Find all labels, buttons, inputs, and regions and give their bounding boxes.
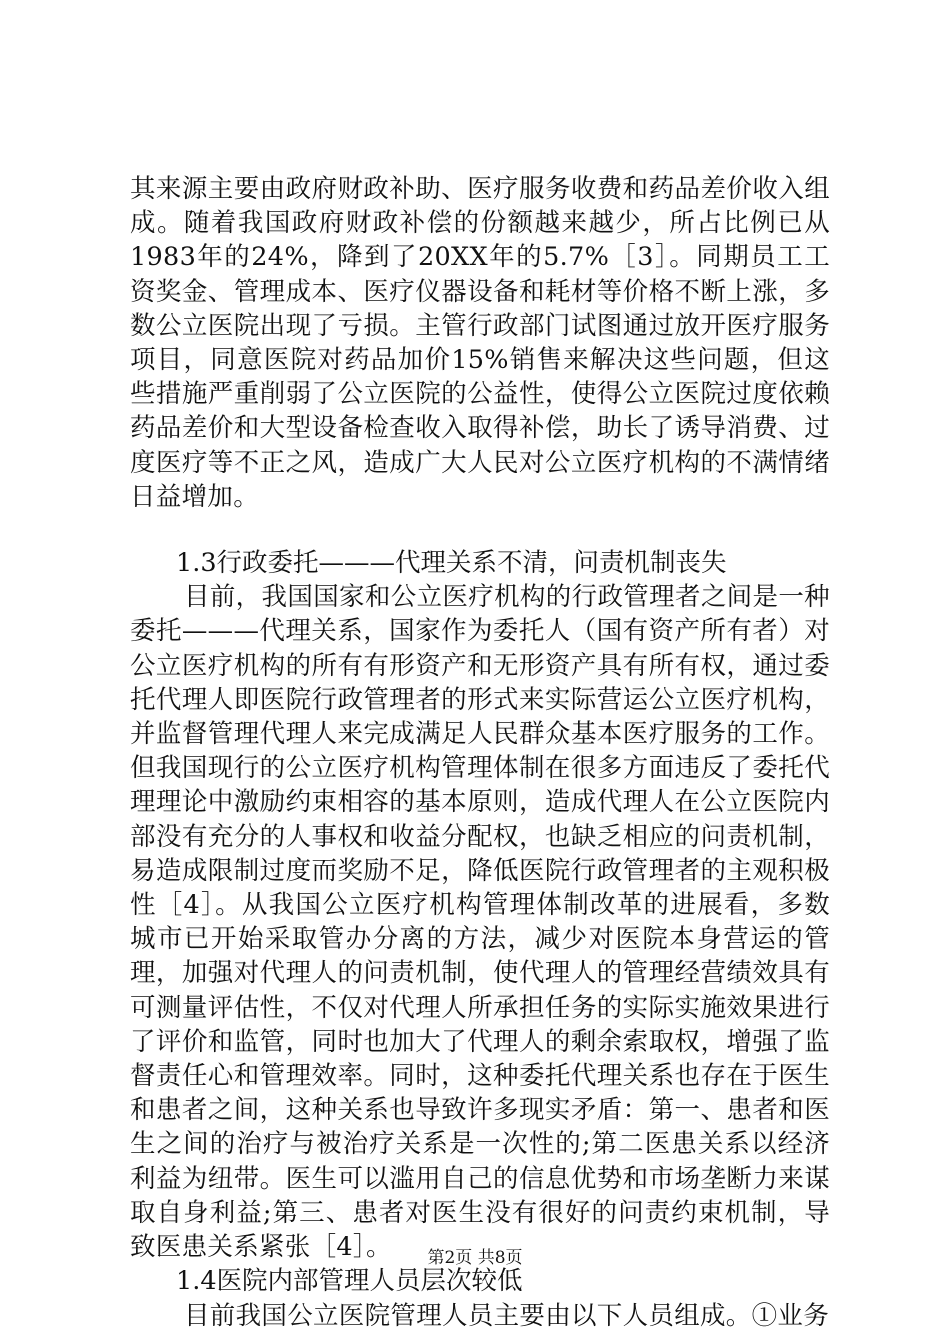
document-body: [130, 172, 830, 1333]
section-heading-1-3: 1.3行政委托———代理关系不清，问责机制丧失: [176, 548, 727, 579]
page-footer: 第2页 共8页: [427, 1248, 523, 1268]
paragraph-funding-sources: 其来源主要由政府财政补助、医疗服务收费和药品差价收入组成。随着我国政府财政补偿的份额越来越少，所占比例已从1983年的24%，降到了20XX年的5.7%［3］。同期员工工资奖金、管理成本、医疗仪器设备和耗材等价格不断上涨，多数公立医院出现了亏损。主管行政部门试图通过放开医疗服务项目，同意医院对药品加价15%销售来解决这些问题，但这些措施严重削弱了公立医院的公益性，使得公立医院过度依赖药品差价和大型设备检查收入取得补偿，助长了诱导消费、过度医疗等不正之风，造成广大人民对公立医疗机构的不满情绪日益增加。: [130, 174, 830, 512]
section-heading-1-4: 1.4医院内部管理人员层次较低: [176, 1266, 523, 1297]
paragraph-principal-agent: 目前，我国国家和公立医疗机构的行政管理者之间是一种委托———代理关系，国家作为委托人（国有资产所有者）对公立医疗机构的所有有形资产和无形资产具有所有权，通过委托代理人即医院行政管理者的形式来实际营运公立医疗机构，并监督管理代理人来完成满足人民群众基本医疗服务的工作。但我国现行的公立医疗机构管理体制在很多方面违反了委托代理理论中激励约束相容的基本原则，造成代理人在公立医院内部没有充分的人事权和收益分配权，也缺乏相应的问责机制，易造成限制过度而奖励不足，降低医院行政管理者的主观积极性［4］。从我国公立医疗机构管理体制改革的进展看，多数城市已开始采取管办分离的方法，减少对医院本身营运的管理，加强对代理人的问责机制，使代理人的管理经营绩效具有可测量评估性，不仅对代理人所承担任务的实际实施效果进行了评价和监管，同时也加大了代理人的剩余索取权，增强了监督责任心和管理效率。同时，这种委托代理关系也存在于医生和患者之间，这种关系也导致许多现实矛盾：第一、患者和医生之间的治疗与被治疗关系是一次性的;第二医患关系以经济利益为纽带。医生可以滥用自己的信息优势和市场垄断力来谋取自身利益;第三、患者对医生没有很好的问责约束机制，导致医患关系紧张［4］。: [130, 582, 830, 1263]
paragraph-management-staff: 目前我国公立医院管理人员主要由以下人员组成。①业务: [184, 1300, 830, 1331]
paragraph-gap: [130, 514, 830, 546]
